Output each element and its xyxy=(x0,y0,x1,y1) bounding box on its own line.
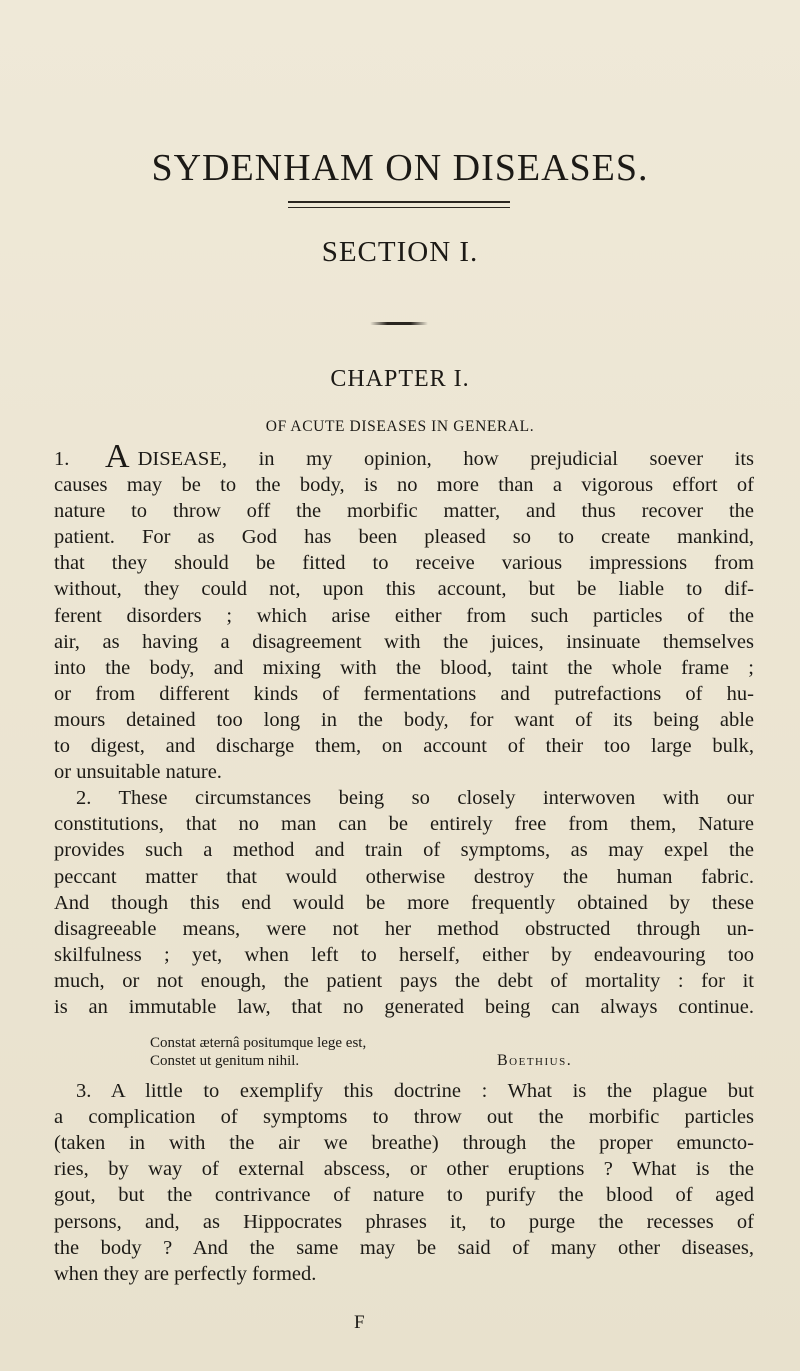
paragraph-3-line: ries, by way of external abscess, or other eruptions ? What is the xyxy=(54,1158,754,1181)
paragraph-2-line: peccant matter that would otherwise destroy the human fabric. xyxy=(54,865,754,888)
paragraph-1-line: ferent disorders ; which arise either from such particles of the xyxy=(54,604,754,627)
paragraph-1 xyxy=(54,438,755,785)
paragraph-number: 1. xyxy=(54,448,70,470)
paragraph-1-line: or unsuitable nature. xyxy=(54,761,222,784)
paragraph-2-line: is an immutable law, that no generated being can always continue. xyxy=(54,995,754,1018)
signature-mark: F xyxy=(354,1312,365,1333)
paragraph-2-line: 2. These circumstances being so closely interwoven with our xyxy=(76,787,754,810)
paragraph-3-line: 3. A little to exemplify this doctrine : What is the plague but xyxy=(76,1080,754,1103)
body-text xyxy=(54,438,755,1287)
paragraph-2-line: skilfulness ; yet, when left to herself, either by endeavouring too xyxy=(54,943,754,966)
paragraph-1-line: nature to throw off the morbific matter, and thus recover the xyxy=(54,500,754,523)
quotation-text: Constet ut genitum nihil. xyxy=(150,1053,300,1070)
paragraph-1-line: or from different kinds of fermentations and putrefactions of hu- xyxy=(54,682,754,705)
paragraph-2-line: constitutions, that no man can be entirely free from them, Nature xyxy=(54,813,754,836)
paragraph-3-line: when they are perfectly formed. xyxy=(54,1262,317,1285)
paragraph-1-line: causes may be to the body, is no more than a vigorous effort of xyxy=(54,474,754,497)
paragraph-3-line: persons, and, as Hippocrates phrases it, to purge the recesses of xyxy=(54,1210,754,1233)
chapter-subtitle: OF ACUTE DISEASES IN GENERAL. xyxy=(265,418,535,435)
section-heading: SECTION I. xyxy=(321,236,479,268)
quotation-line: Constat æternâ positumque lege est, xyxy=(150,1035,367,1052)
ornament-divider xyxy=(370,322,428,325)
paragraph-2-line: disagreeable means, were not her method obstructed through un- xyxy=(54,917,754,940)
paragraph-1-line: to digest, and discharge them, on account of their too large bulk, xyxy=(54,735,754,758)
paragraph-1-line: into the body, and mixing with the blood, taint the whole frame ; xyxy=(54,656,754,679)
chapter-heading: CHAPTER I. xyxy=(330,366,470,392)
paragraph-2-line: provides such a method and train of symptoms, as may expel the xyxy=(54,839,754,862)
paragraph-3-line: the body ? And the same may be said of many other diseases, xyxy=(54,1236,754,1259)
quotation-author: Boethius. xyxy=(497,1052,573,1070)
paragraph-2-line: And though this end would be more frequently obtained by these xyxy=(54,891,754,914)
paragraph-1-line: that they should be fitted to receive various impressions from xyxy=(54,552,754,575)
paragraph-1-line: mours detained too long in the body, for want of its being able xyxy=(54,708,754,731)
paragraph-3-line: a complication of symptoms to throw out the morbific particles xyxy=(54,1106,754,1129)
paragraph-3-line: (taken in with the air we breathe) through the proper emuncto- xyxy=(54,1132,754,1155)
drop-cap: A xyxy=(105,438,130,475)
paragraph-1-line: air, as having a disagreement with the juices, insinuate themselves xyxy=(54,630,754,653)
paragraph-2-line: much, or not enough, the patient pays the debt of mortality : for it xyxy=(54,969,754,992)
text-line: DISEASE, in my opinion, how prejudicial soever its xyxy=(137,448,755,470)
title-double-rule xyxy=(288,201,510,208)
quotation-line xyxy=(150,1052,754,1070)
paragraph-2 xyxy=(54,785,754,1020)
book-title: SYDENHAM ON DISEASES. xyxy=(151,147,649,189)
paragraph-1-line xyxy=(54,438,755,475)
paragraph-1-line: without, they could not, upon this account, but be liable to dif- xyxy=(54,578,754,601)
paragraph-3-line: gout, but the contrivance of nature to purify the blood of aged xyxy=(54,1184,754,1207)
paragraph-3 xyxy=(54,1078,754,1287)
paragraph-1-line: patient. For as God has been pleased so to create mankind, xyxy=(54,526,754,549)
latin-quotation xyxy=(54,1034,754,1070)
